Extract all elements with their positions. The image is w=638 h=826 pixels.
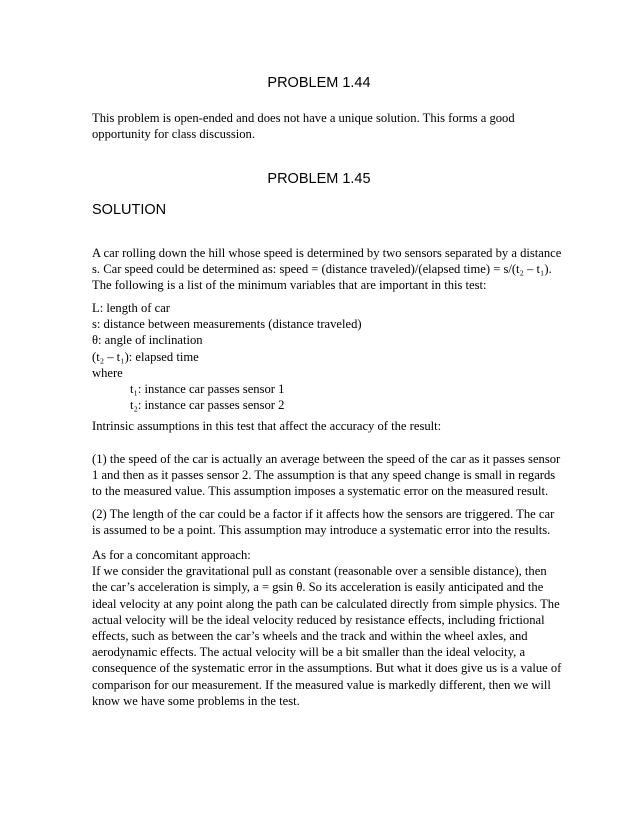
text-line: consequence of the systematic error in the assumptions. But what it does give us is a value of (92, 661, 562, 676)
assumption-2 (92, 506, 572, 538)
problem-145-title: PROBLEM 1.45 (267, 171, 371, 187)
variable-elapsed-time: (t₂ – t₁): elapsed time (92, 349, 199, 364)
text-line: ideal velocity at any point along the path can be calculated directly from simple physics. The (92, 596, 560, 611)
text-line: is assumed to be a point. This assumption may introduce a systematic error into the results. (92, 523, 551, 538)
variable-angle: θ: angle of inclination (92, 333, 203, 348)
text-line: Intrinsic assumptions in this test that affect the accuracy of the result: (92, 419, 442, 433)
text-line: actual velocity will be the ideal velocity reduced by resistance effects, including frictional (92, 612, 545, 627)
text-line: know we have some problems in the test. (92, 693, 300, 708)
text-line: 1 and then as it passes sensor 2. The assumption is that any speed change is small in regards (92, 468, 556, 483)
text-line: (1) the speed of the car is actually an average between the speed of the car as it passes sensor (92, 452, 561, 466)
variable-t1: t₁: instance car passes sensor 1 (130, 382, 285, 397)
text-line: comparison for our measurement. If the measured value is markedly different, then we will (92, 677, 551, 692)
text-line: aerodynamic effects. The actual velocity will be a bit smaller than the ideal velocity, a (92, 645, 526, 660)
text-line: This problem is open-ended and does not have a unique solution. This forms a good (92, 111, 515, 125)
variable-t2: t₂: instance car passes sensor 2 (130, 398, 285, 413)
assumption-1 (92, 451, 572, 500)
where-label: where (92, 365, 123, 380)
text-line: opportunity for class discussion. (92, 127, 256, 142)
text-line: to the measured value. This assumption imposes a systematic error on the measured result. (92, 484, 549, 499)
problem-144-title: PROBLEM 1.44 (267, 75, 371, 91)
intro-paragraph (92, 245, 572, 294)
solution-heading: SOLUTION (92, 202, 167, 218)
variable-distance: s: distance between measurements (distance traveled) (92, 317, 362, 332)
variable-length: L: length of car (92, 301, 170, 315)
concomitant-approach (92, 547, 572, 709)
text-line: A car rolling down the hill whose speed is determined by two sensors separated by a distance (92, 246, 562, 260)
text-line: The following is a list of the minimum variables that are important in this test: (92, 278, 487, 293)
assumptions-intro (92, 418, 572, 434)
text-line: the car’s acceleration is simply, a = gsin θ. So its acceleration is easily anticipated and the (92, 580, 544, 595)
text-line: (2) The length of the car could be a factor if it affects how the sensors are triggered. The car (92, 507, 555, 521)
variables-list (92, 300, 572, 413)
text-line: If we consider the gravitational pull as constant (reasonable over a sensible distance), then (92, 564, 547, 579)
problem-144-text (92, 110, 572, 142)
text-line: s. Car speed could be determined as: speed = (distance traveled)/(elapsed time) = s/(t₂ – t₁). (92, 262, 552, 277)
text-line: effects, such as between the car’s wheels and the track and within the wheel axles, and (92, 629, 528, 644)
text-line: As for a concomitant approach: (92, 548, 251, 562)
